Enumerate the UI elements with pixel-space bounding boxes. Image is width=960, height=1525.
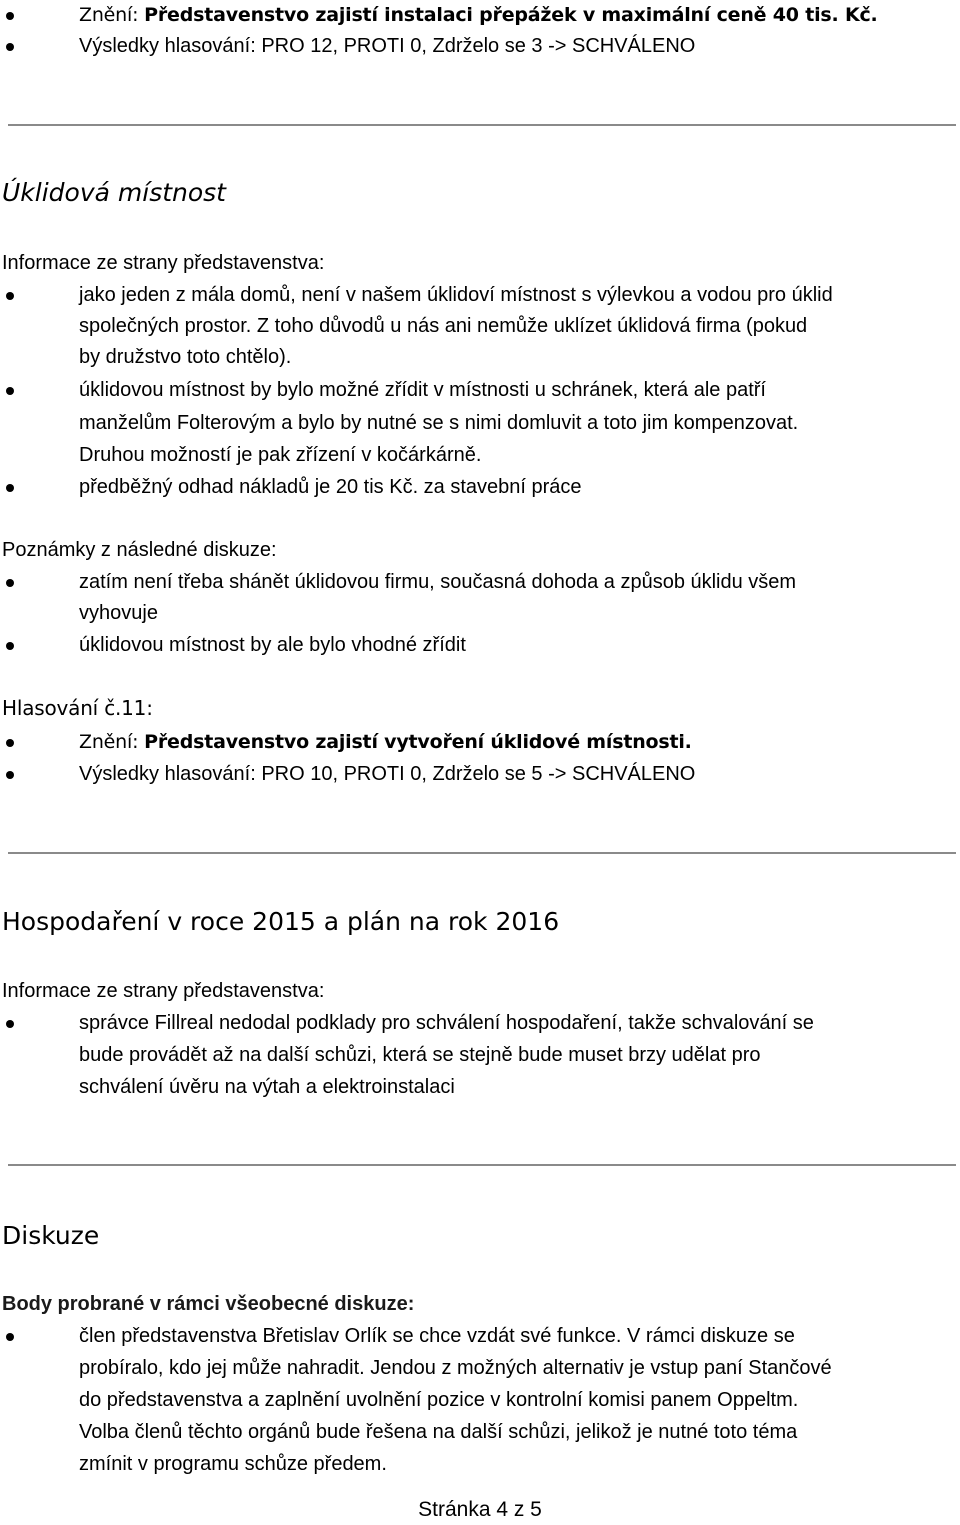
vote-text-label: Znění: xyxy=(79,4,145,26)
bullet-icon xyxy=(6,739,14,747)
info-heading: Informace ze strany představenstva: xyxy=(2,980,325,1002)
list-item-continuation: by družstvo toto chtělo). xyxy=(79,346,292,368)
list-item-continuation: bude provádět až na další schůzi, která se stejně bude muset brzy udělat pro xyxy=(79,1044,761,1066)
bullet-icon xyxy=(6,387,14,395)
section-heading: Diskuze xyxy=(2,1221,100,1250)
list-item-continuation: společných prostor. Z toho důvodů u nás ani nemůže uklízet úklidová firma (pokud xyxy=(79,315,808,337)
bullet-icon xyxy=(6,43,14,51)
vote-verdict: SCHVÁLENO xyxy=(571,35,696,57)
page-number: Stránka 4 z 5 xyxy=(418,1498,542,1521)
list-item-continuation: Druhou možností je pak zřízení v kočárkárně. xyxy=(79,444,482,466)
vote-verdict: SCHVÁLENO xyxy=(571,763,696,785)
vote-text-label: Znění: xyxy=(79,731,145,753)
bullet-icon xyxy=(6,12,14,20)
bullet-icon xyxy=(6,292,14,300)
list-item-continuation: do představenstva a zaplnění uvolnění pozice v kontrolní komisi panem Oppeltm. xyxy=(79,1389,799,1411)
section-heading: Úklidová místnost xyxy=(2,178,226,207)
vote-heading: Hlasování č.11: xyxy=(2,696,153,720)
section-divider xyxy=(8,1164,956,1166)
bullet-icon xyxy=(6,1020,14,1028)
bullet-icon xyxy=(6,1333,14,1341)
discussion-subheading: Body probrané v rámci všeobecné diskuze: xyxy=(2,1293,415,1315)
bullet-icon xyxy=(6,771,14,779)
section-heading: Hospodaření v roce 2015 a plán na rok 2016 xyxy=(2,907,560,936)
bullet-icon xyxy=(6,579,14,587)
bullet-icon xyxy=(6,642,14,650)
notes-heading: Poznámky z následné diskuze: xyxy=(2,539,277,561)
vote-results: Výsledky hlasování: PRO 12, PROTI 0, Zdrželo se 3 -> xyxy=(79,35,572,57)
vote-text: Představenstvo zajistí vytvoření úklidové místnosti. xyxy=(144,731,692,753)
list-item-continuation: probíralo, kdo jej může nahradit. Jendou z možných alternativ je vstup paní Stančové xyxy=(79,1357,832,1379)
list-item-continuation: Volba členů těchto orgánů bude řešena na další schůzi, jelikož je nutné toto téma xyxy=(79,1421,798,1443)
bullet-icon xyxy=(6,484,14,492)
vote-text: Představenstvo zajistí instalaci přepážek v maximální ceně 40 tis. Kč. xyxy=(144,4,878,26)
vote-results: Výsledky hlasování: PRO 10, PROTI 0, Zdrželo se 5 -> xyxy=(79,763,572,785)
section-divider xyxy=(8,124,956,126)
list-item-continuation: schválení úvěru na výtah a elektroinstalaci xyxy=(79,1076,455,1098)
list-item-continuation: zmínit v programu schůze předem. xyxy=(79,1453,387,1475)
info-heading: Informace ze strany představenstva: xyxy=(2,252,325,274)
list-item-continuation: manželům Folterovým a bylo by nutné se s nimi domluvit a toto jim kompenzovat. xyxy=(79,412,799,434)
list-item-continuation: vyhovuje xyxy=(79,602,158,624)
section-divider xyxy=(8,852,956,854)
